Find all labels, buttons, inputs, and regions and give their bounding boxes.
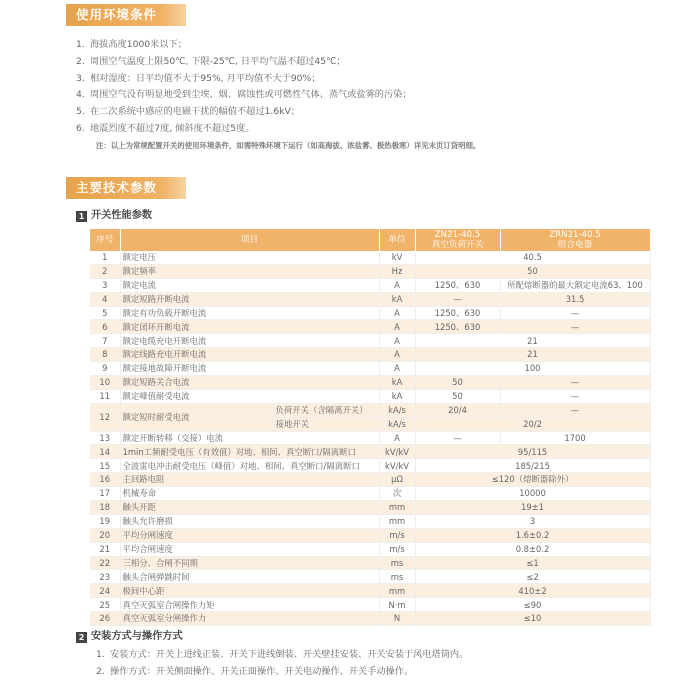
row-value-merged: 50 xyxy=(415,264,650,278)
row-value-merged: 40.5 xyxy=(415,251,650,264)
row-value-merged: ≤90 xyxy=(415,598,650,612)
row-unit: Hz xyxy=(379,264,415,278)
table-row xyxy=(90,584,650,598)
row-unit: N xyxy=(379,612,415,626)
col-header-unit: 单位 xyxy=(379,229,415,251)
table-row xyxy=(90,306,650,320)
row-unit: μΩ xyxy=(379,473,415,487)
row-item: 额定电缆充电开断电流 xyxy=(120,334,379,348)
row-seq: 17 xyxy=(90,487,120,501)
row-seq: 18 xyxy=(90,501,120,515)
row-seq: 10 xyxy=(90,376,120,390)
row-seq: 16 xyxy=(90,473,120,487)
row-value-merged: 21 xyxy=(415,348,650,362)
section-header-tech: 主要技术参数 xyxy=(66,177,186,199)
row-value-b: — xyxy=(500,376,650,390)
row-item: 触头允许磨损 xyxy=(120,514,379,528)
table-row xyxy=(90,487,650,501)
install-list xyxy=(96,646,468,680)
row-item: 额定有功负载开断电流 xyxy=(120,306,379,320)
row-unit: ms xyxy=(379,570,415,584)
row-item: 额定接地故障开断电流 xyxy=(120,362,379,376)
switch-perf-title: 开关性能参数 xyxy=(91,210,153,221)
row-seq: 5 xyxy=(90,306,120,320)
row-item: 额定峰值耐受电流 xyxy=(120,389,379,403)
row-unit: A xyxy=(379,362,415,376)
row-value-merged: 0.8±0.2 xyxy=(415,542,650,556)
table-row xyxy=(90,473,650,487)
row-subitem: 负荷开关（含隔离开关） xyxy=(273,403,379,417)
table-row xyxy=(90,612,650,626)
row-seq: 15 xyxy=(90,459,120,473)
table-row xyxy=(90,292,650,306)
row-seq: 7 xyxy=(90,334,120,348)
row-item: 机械寿命 xyxy=(120,487,379,501)
condition-item: 5. 在二次系统中感应的电磁干扰的幅值不超过1.6kV； xyxy=(76,106,300,118)
row-value-merged: 410±2 xyxy=(415,584,650,598)
row-value-b: — xyxy=(500,320,650,334)
row-seq: 26 xyxy=(90,612,120,626)
table-row xyxy=(90,320,650,334)
row-item: 真空灭弧室合闸操作力矩 xyxy=(120,598,379,612)
row-value-a: — xyxy=(415,431,500,445)
row-unit: A xyxy=(379,334,415,348)
table-row xyxy=(90,542,650,556)
environment-note: 注：以上为常规配置开关的使用环境条件，如需特殊环境下运行（如高海拔、浓盐雾、极热极寒）详见末页订货明细。 xyxy=(96,141,481,150)
row-value-merged: 95/115 xyxy=(415,445,650,459)
row-seq: 24 xyxy=(90,584,120,598)
table-row xyxy=(90,376,650,390)
table-row xyxy=(90,264,650,278)
row-value-a: 1250、630 xyxy=(415,306,500,320)
row-value-a: 1250、630 xyxy=(415,320,500,334)
row-value-merged: 19±1 xyxy=(415,501,650,515)
table-row xyxy=(90,431,650,445)
row-item: 额定频率 xyxy=(120,264,379,278)
row-value-b: 31.5 xyxy=(500,292,650,306)
row-value-merged: 1.6±0.2 xyxy=(415,528,650,542)
row-item: 额定开断转移（交接）电流 xyxy=(120,431,379,445)
condition-item: 6. 地震烈度不超过7度, 倾斜度不超过5度。 xyxy=(76,122,255,134)
table-row xyxy=(90,362,650,376)
switch-perf-heading xyxy=(76,206,152,222)
row-seq: 6 xyxy=(90,320,120,334)
row-value-a: 50 xyxy=(415,376,500,390)
row-item: 平均合闸速度 xyxy=(120,542,379,556)
row-seq: 9 xyxy=(90,362,120,376)
row-value-merged: 20/2 xyxy=(415,417,650,431)
row-unit: kA/s xyxy=(379,403,415,417)
section-header-env: 使用环境条件 xyxy=(66,4,186,26)
row-seq: 1 xyxy=(90,251,120,264)
install-heading xyxy=(76,627,183,643)
table-row xyxy=(90,556,650,570)
row-item: 真空灭弧室分闸操作力 xyxy=(120,612,379,626)
row-value-a: — xyxy=(415,292,500,306)
col-header-zrn21: ZRN21-40.5 组合电器 xyxy=(500,229,650,251)
row-unit: kA/s xyxy=(379,417,415,431)
row-item: 额定短路关合电流 xyxy=(120,376,379,390)
row-value-b: 1700 xyxy=(500,431,650,445)
row-seq: 4 xyxy=(90,292,120,306)
row-item: 额定线路充电开断电流 xyxy=(120,348,379,362)
row-unit: kV/kV xyxy=(379,445,415,459)
row-unit: A xyxy=(379,320,415,334)
row-item: 触头开距 xyxy=(120,501,379,515)
table-row xyxy=(90,514,650,528)
conditions-list xyxy=(76,37,676,138)
row-seq: 25 xyxy=(90,598,120,612)
row-value-merged: ≤2 xyxy=(415,570,650,584)
row-seq: 13 xyxy=(90,431,120,445)
row-seq: 19 xyxy=(90,514,120,528)
row-item: 平均分闸速度 xyxy=(120,528,379,542)
row-value-b: — xyxy=(500,389,650,403)
row-unit: kA xyxy=(379,376,415,390)
row-seq: 20 xyxy=(90,528,120,542)
row-unit: 次 xyxy=(379,487,415,501)
col-header-seq: 序号 xyxy=(90,229,120,251)
table-row xyxy=(90,459,650,473)
row-item: 极间中心距 xyxy=(120,584,379,598)
row-unit: A xyxy=(379,431,415,445)
row-value-merged: ≤10 xyxy=(415,612,650,626)
row-subitem: 接地开关 xyxy=(273,417,379,431)
row-unit: N·m xyxy=(379,598,415,612)
condition-item: 3. 相对湿度：日平均值不大于95%, 月平均值不大于90%； xyxy=(76,72,321,84)
row-unit: m/s xyxy=(379,528,415,542)
row-item: 额定短时耐受电流 xyxy=(120,403,273,431)
row-seq: 12 xyxy=(90,403,120,431)
table-row xyxy=(90,334,650,348)
install-item: 1. 安装方式：开关上进线正装、开关下进线倒装、开关壁挂安装、开关安装于风电塔筒内。 xyxy=(96,649,469,660)
table-row xyxy=(90,403,650,417)
col-header-zn21: ZN21-40.5 真空负荷开关 xyxy=(415,229,500,251)
row-item: 三相分、合闸不同期 xyxy=(120,556,379,570)
row-unit: A xyxy=(379,306,415,320)
row-unit: kV/kV xyxy=(379,459,415,473)
table-header-row xyxy=(90,229,650,251)
condition-item: 4. 周围空气没有明显地受到尘埃、烟、腐蚀性或可燃性气体、蒸气或盐雾的污染； xyxy=(76,89,412,101)
row-unit: A xyxy=(379,278,415,292)
row-unit: ms xyxy=(379,556,415,570)
row-seq: 2 xyxy=(90,264,120,278)
row-seq: 3 xyxy=(90,278,120,292)
row-item: 全波雷电冲击耐受电压（峰值）对地、相间、真空断口/隔离断口 xyxy=(120,459,379,473)
row-item: 额定闭环开断电流 xyxy=(120,320,379,334)
table-row xyxy=(90,251,650,264)
row-value-b: — xyxy=(500,306,650,320)
row-seq: 22 xyxy=(90,556,120,570)
number-badge: 2 xyxy=(76,632,87,643)
row-seq: 23 xyxy=(90,570,120,584)
params-table xyxy=(90,229,651,626)
condition-item: 1. 海拔高度1000米以下； xyxy=(76,39,187,50)
row-unit: mm xyxy=(379,584,415,598)
install-item: 2. 操作方式：开关侧面操作、开关正面操作、开关电动操作、开关手动操作。 xyxy=(96,666,414,677)
row-value-merged: ≤120（熔断器除外） xyxy=(415,473,650,487)
row-value-merged: 3 xyxy=(415,514,650,528)
row-seq: 11 xyxy=(90,389,120,403)
row-value-merged: 185/215 xyxy=(415,459,650,473)
row-value-merged: 21 xyxy=(415,334,650,348)
table-row xyxy=(90,570,650,584)
table-row xyxy=(90,348,650,362)
row-seq: 21 xyxy=(90,542,120,556)
table-row xyxy=(90,445,650,459)
table-row xyxy=(90,389,650,403)
row-value-b: — xyxy=(500,403,650,417)
row-value-merged: 10000 xyxy=(415,487,650,501)
row-value-b: 所配熔断器的最大额定电流63、100 xyxy=(500,278,650,292)
number-badge: 1 xyxy=(76,211,87,222)
table-row xyxy=(90,278,650,292)
row-unit: m/s xyxy=(379,542,415,556)
row-seq: 8 xyxy=(90,348,120,362)
row-unit: kV xyxy=(379,251,415,264)
row-value-a: 1250、630 xyxy=(415,278,500,292)
row-unit: kA xyxy=(379,389,415,403)
row-item: 额定电压 xyxy=(120,251,379,264)
row-unit: kA xyxy=(379,292,415,306)
row-value-a: 20/4 xyxy=(415,403,500,417)
row-value-a: 50 xyxy=(415,389,500,403)
row-value-merged: ≤1 xyxy=(415,556,650,570)
row-unit: mm xyxy=(379,514,415,528)
install-title: 安装方式与操作方式 xyxy=(91,631,183,642)
table-row xyxy=(90,501,650,515)
row-unit: A xyxy=(379,348,415,362)
row-value-merged: 100 xyxy=(415,362,650,376)
row-item: 主回路电阻 xyxy=(120,473,379,487)
row-item: 额定短路开断电流 xyxy=(120,292,379,306)
row-unit: mm xyxy=(379,501,415,515)
col-header-item: 项目 xyxy=(120,229,379,251)
row-item: 1min工频耐受电压（有效值）对地、相间、真空断口/隔离断口 xyxy=(120,445,379,459)
condition-item: 2. 周围空气温度上限50℃, 下限-25℃, 日平均气温不超过45℃； xyxy=(76,55,346,67)
row-item: 触头合闸弹跳时间 xyxy=(120,570,379,584)
row-item: 额定电流 xyxy=(120,278,379,292)
table-row xyxy=(90,528,650,542)
row-seq: 14 xyxy=(90,445,120,459)
table-row xyxy=(90,598,650,612)
